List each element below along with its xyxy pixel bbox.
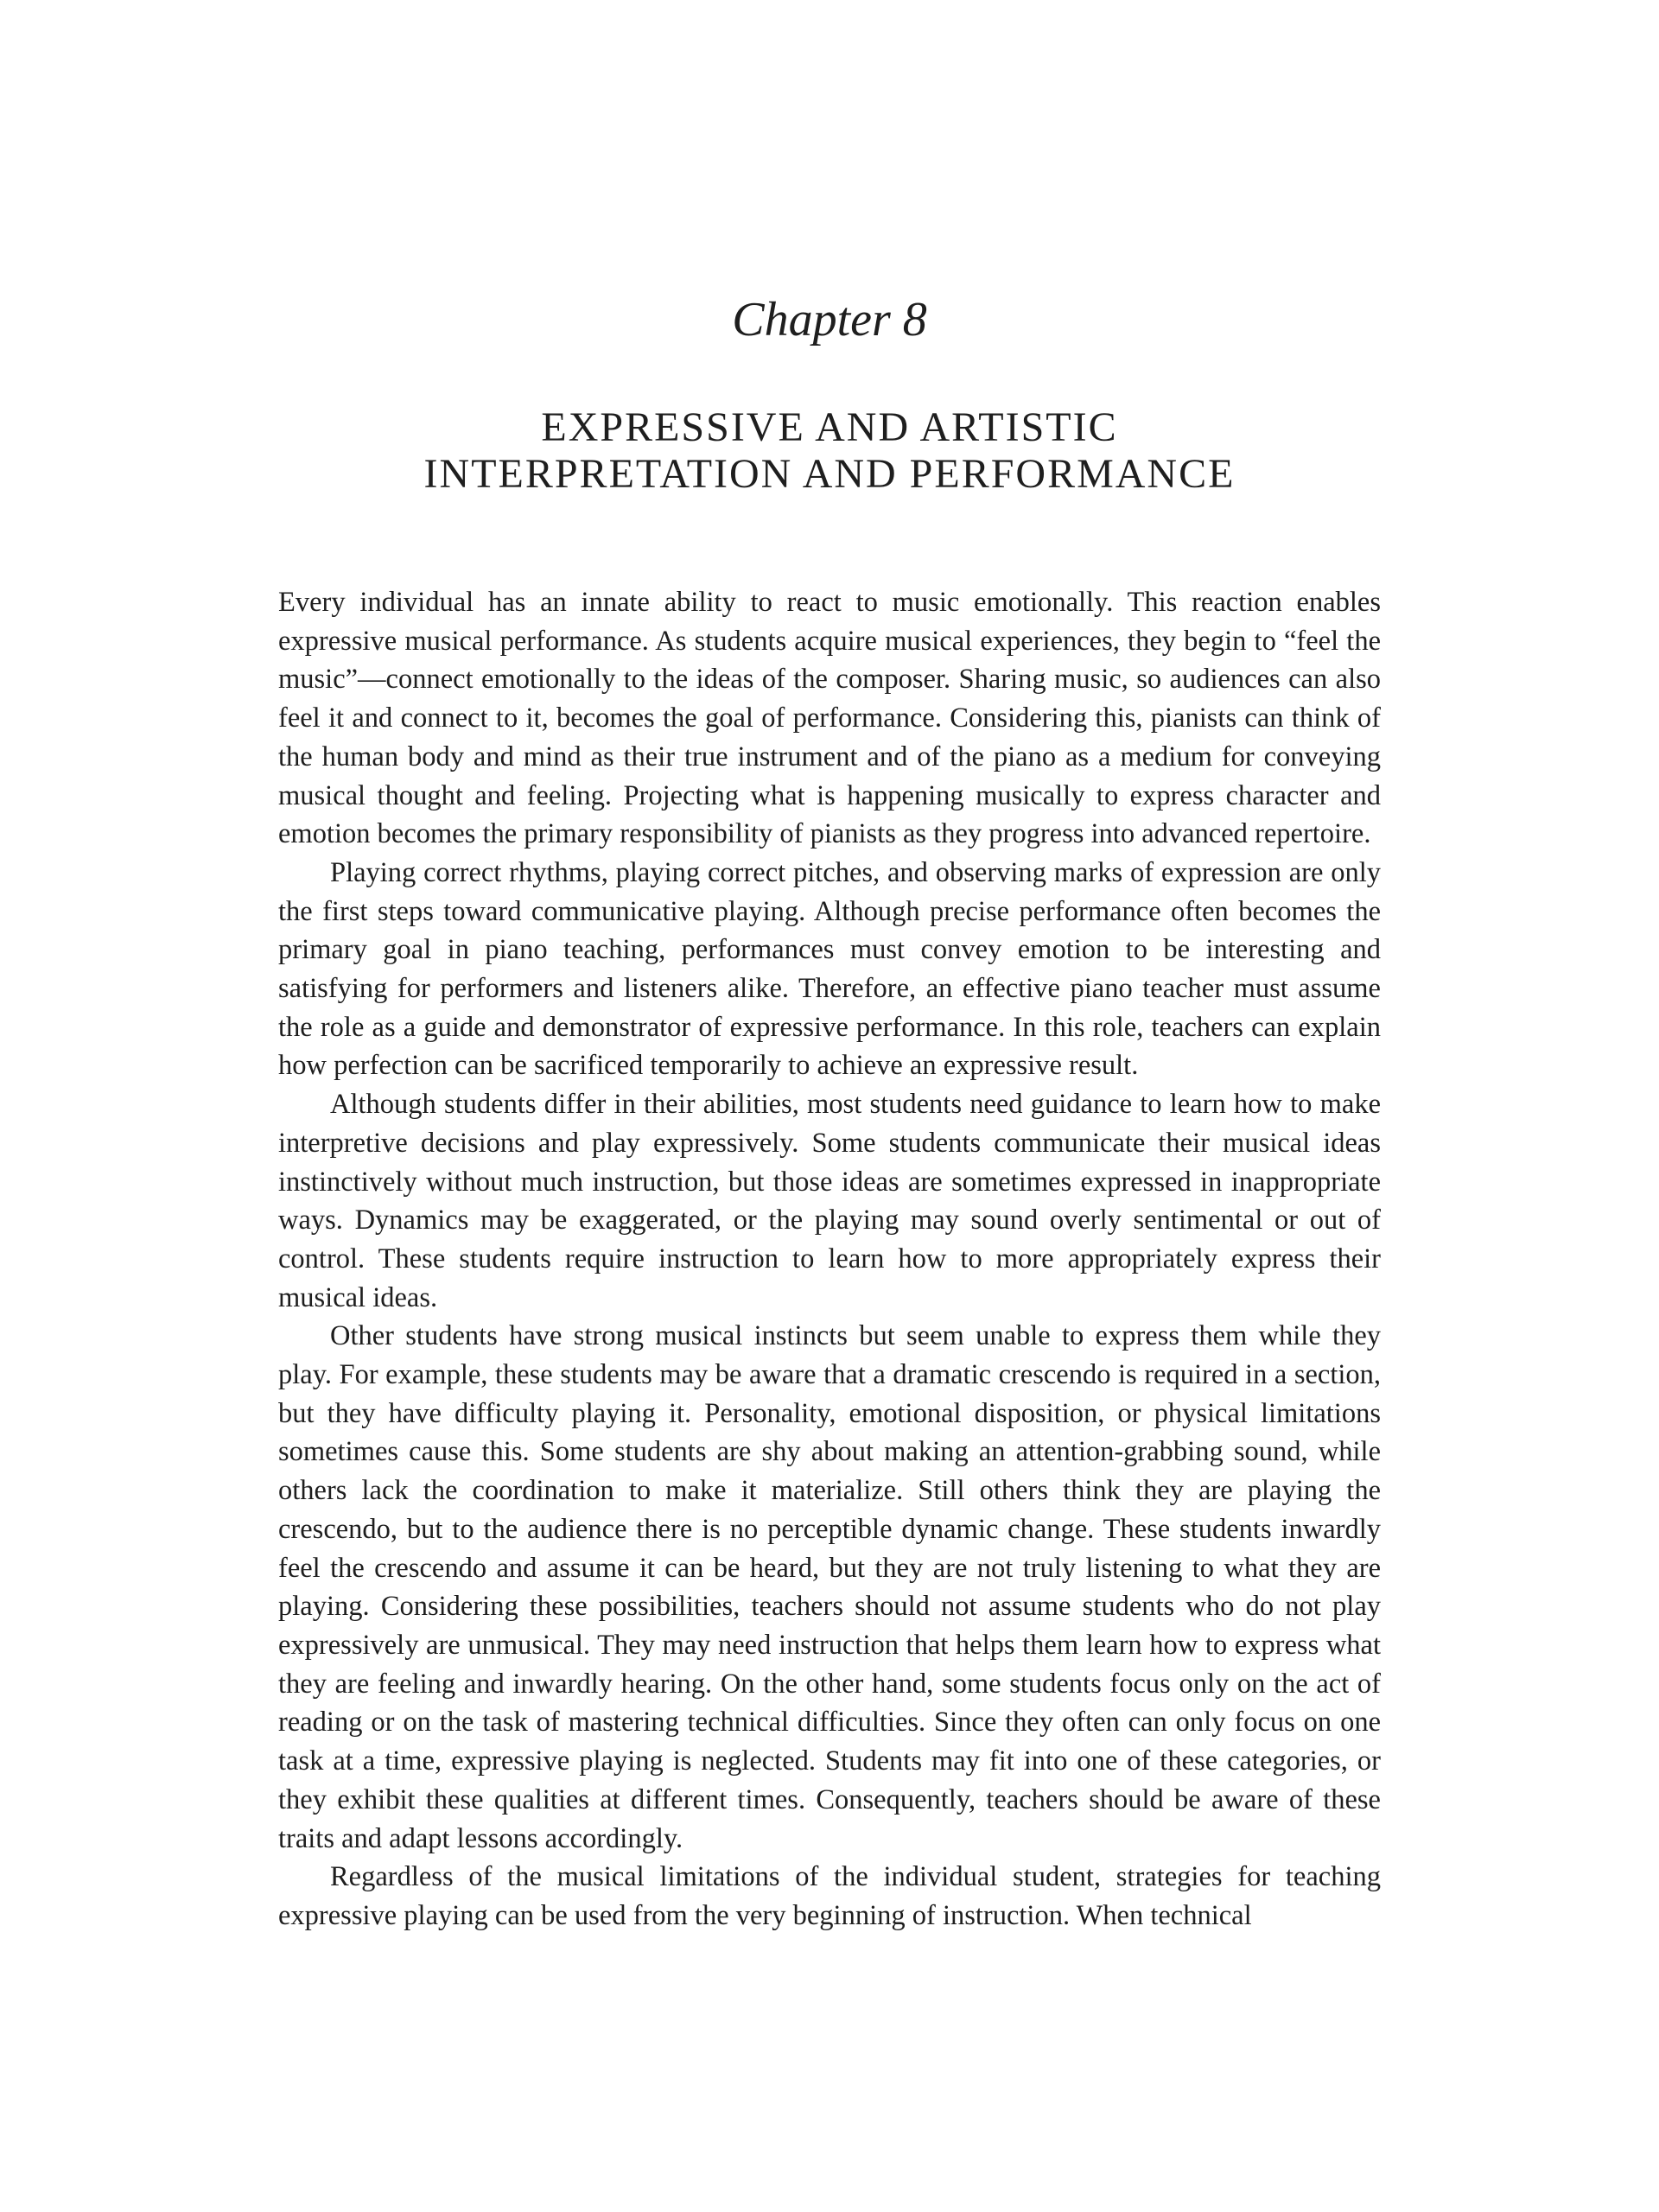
paragraph: Although students differ in their abilities, most students need guidance to learn how to make interpretive decisions and play expressively. Some students communicate their musical ideas instinctively without much instruction, but those ideas are sometimes expressed in inappropriate ways. Dynamics may be exaggerated, or the playing may sound overly sentimental or out of control. These students require instruction to learn how to more appropriately express their musical ideas. [278,1089,1381,1313]
chapter-title [0,404,1659,498]
paragraph: Regardless of the musical limitations of the individual student, strategies for teaching expressive playing can be used from the very beginning of instruction. When technical [278,1861,1381,1931]
chapter-title-line-2: INTERPRETATION AND PERFORMANCE [423,451,1236,497]
paragraph: Every individual has an innate ability to react to music emotionally. This reaction enables expressive musical performance. As students acquire musical experiences, they begin to “feel the music”—connect emotionally to the ideas of the composer. Sharing music, so audiences can also feel it and connect to it, becomes the goal of performance. Considering this, pianists can think of the human body and mind as their true instrument and of the piano as a medium for conveying musical thought and feeling. Projecting what is happening musically to express character and emotion becomes the primary responsibility of pianists as they progress into advanced repertoire. [278,587,1381,850]
chapter-title-line-1: EXPRESSIVE AND ARTISTIC [541,404,1118,450]
body-text [278,583,1381,1936]
chapter-label: Chapter 8 [732,293,927,346]
paragraph: Other students have strong musical instincts but seem unable to express them while they play. For example, these students may be aware that a dramatic crescendo is required in a section, but they have difficulty playing it. Personality, emotional disposition, or physical limitations sometimes cause this. Some students are shy about making an attention-grabbing sound, while others lack the coordination to make it materialize. Still others think they are playing the crescendo, but to the audience there is no perceptible dynamic change. These students inwardly feel the crescendo and assume it can be heard, but they are not truly listening to what they are playing. Considering these possibilities, teachers should not assume students who do not play expressively are unmusical. They may need instruction that helps them learn how to express what they are feeling and inwardly hearing. On the other hand, some students focus only on the act of reading or on the task of mastering technical difficulties. Since they often can only focus on one task at a time, expressive playing is neglected. Students may fit into one of these categories, or they exhibit these qualities at different times. Consequently, teachers should be aware of these traits and adapt lessons accordingly. [278,1320,1381,1854]
paragraph: Playing correct rhythms, playing correct pitches, and observing marks of expression are only the first steps toward communicative playing. Although precise performance often becomes the primary goal in piano teaching, performances must convey emotion to be interesting and satisfying for performers and listeners alike. Therefore, an effective piano teacher must assume the role as a guide and demonstrator of expressive performance. In this role, teachers can explain how perfection can be sacrificed temporarily to achieve an expressive result. [278,856,1381,1082]
